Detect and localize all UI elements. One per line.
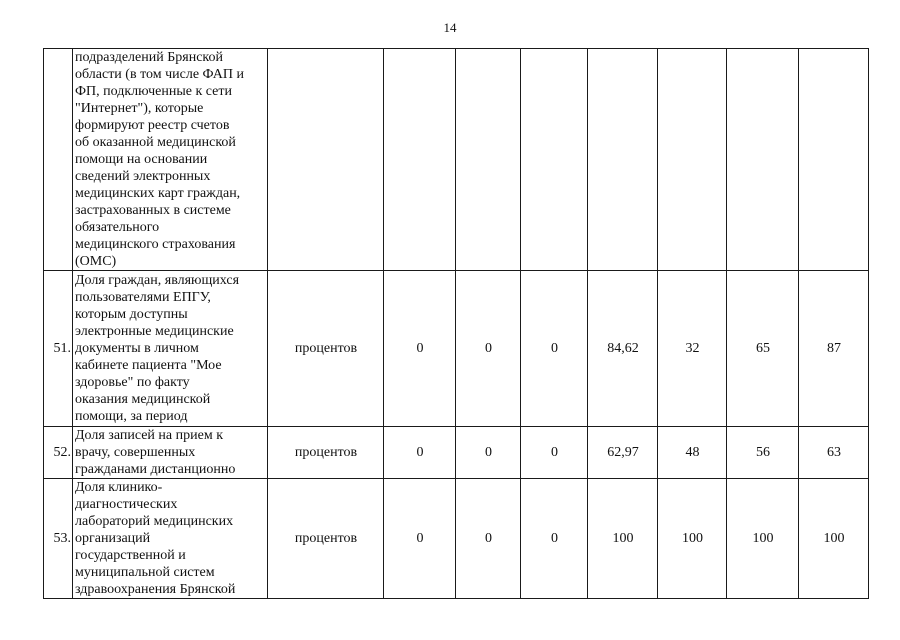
value-cell (727, 49, 799, 271)
table-row (44, 479, 869, 599)
value-cell: 0 (384, 427, 456, 479)
value-cell: 48 (658, 427, 727, 479)
value-cell: 0 (521, 479, 588, 599)
value-cell: 0 (456, 271, 521, 427)
indicator-name: Доля клинико- диагностических лабораторий медицинских организаций государственной и муниципальной систем здравоохранения Брянской (73, 479, 268, 599)
value-cell: 100 (727, 479, 799, 599)
value-cell: 87 (799, 271, 869, 427)
value-cell: 100 (588, 479, 658, 599)
value-cell (384, 49, 456, 271)
value-cell (588, 49, 658, 271)
value-cell (658, 49, 727, 271)
unit-cell: процентов (268, 271, 384, 427)
row-number (44, 49, 73, 271)
row-number: 52. (44, 427, 73, 479)
indicators-table (43, 48, 869, 599)
value-cell: 65 (727, 271, 799, 427)
value-cell: 0 (521, 427, 588, 479)
value-cell: 32 (658, 271, 727, 427)
value-cell: 100 (799, 479, 869, 599)
value-cell: 0 (384, 271, 456, 427)
row-number: 51. (44, 271, 73, 427)
value-cell (521, 49, 588, 271)
value-cell: 0 (456, 427, 521, 479)
table-row (44, 271, 869, 427)
value-cell: 0 (456, 479, 521, 599)
value-cell: 0 (521, 271, 588, 427)
unit-cell: процентов (268, 479, 384, 599)
indicator-name: подразделений Брянской области (в том числе ФАП и ФП, подключенные к сети "Интернет"), которые формируют реестр счетов об оказанной медицинской помощи на основании сведений электронных медицинских карт граждан, застрахованных в системе обязательного медицинского страхования (ОМС) (73, 49, 268, 271)
value-cell: 63 (799, 427, 869, 479)
value-cell (456, 49, 521, 271)
value-cell (799, 49, 869, 271)
page-number: 14 (443, 20, 457, 35)
table-row (44, 49, 869, 271)
value-cell: 0 (384, 479, 456, 599)
table-row (44, 427, 869, 479)
indicator-name: Доля записей на прием к врачу, совершенных гражданами дистанционно (73, 427, 268, 479)
value-cell: 100 (658, 479, 727, 599)
indicator-name: Доля граждан, являющихся пользователями ЕПГУ, которым доступны электронные медицинские документы в личном кабинете пациента "Мое здоровье" по факту оказания медицинской помощи, за период (73, 271, 268, 427)
unit-cell: процентов (268, 427, 384, 479)
row-number: 53. (44, 479, 73, 599)
value-cell: 56 (727, 427, 799, 479)
value-cell: 84,62 (588, 271, 658, 427)
value-cell: 62,97 (588, 427, 658, 479)
unit-cell (268, 49, 384, 271)
